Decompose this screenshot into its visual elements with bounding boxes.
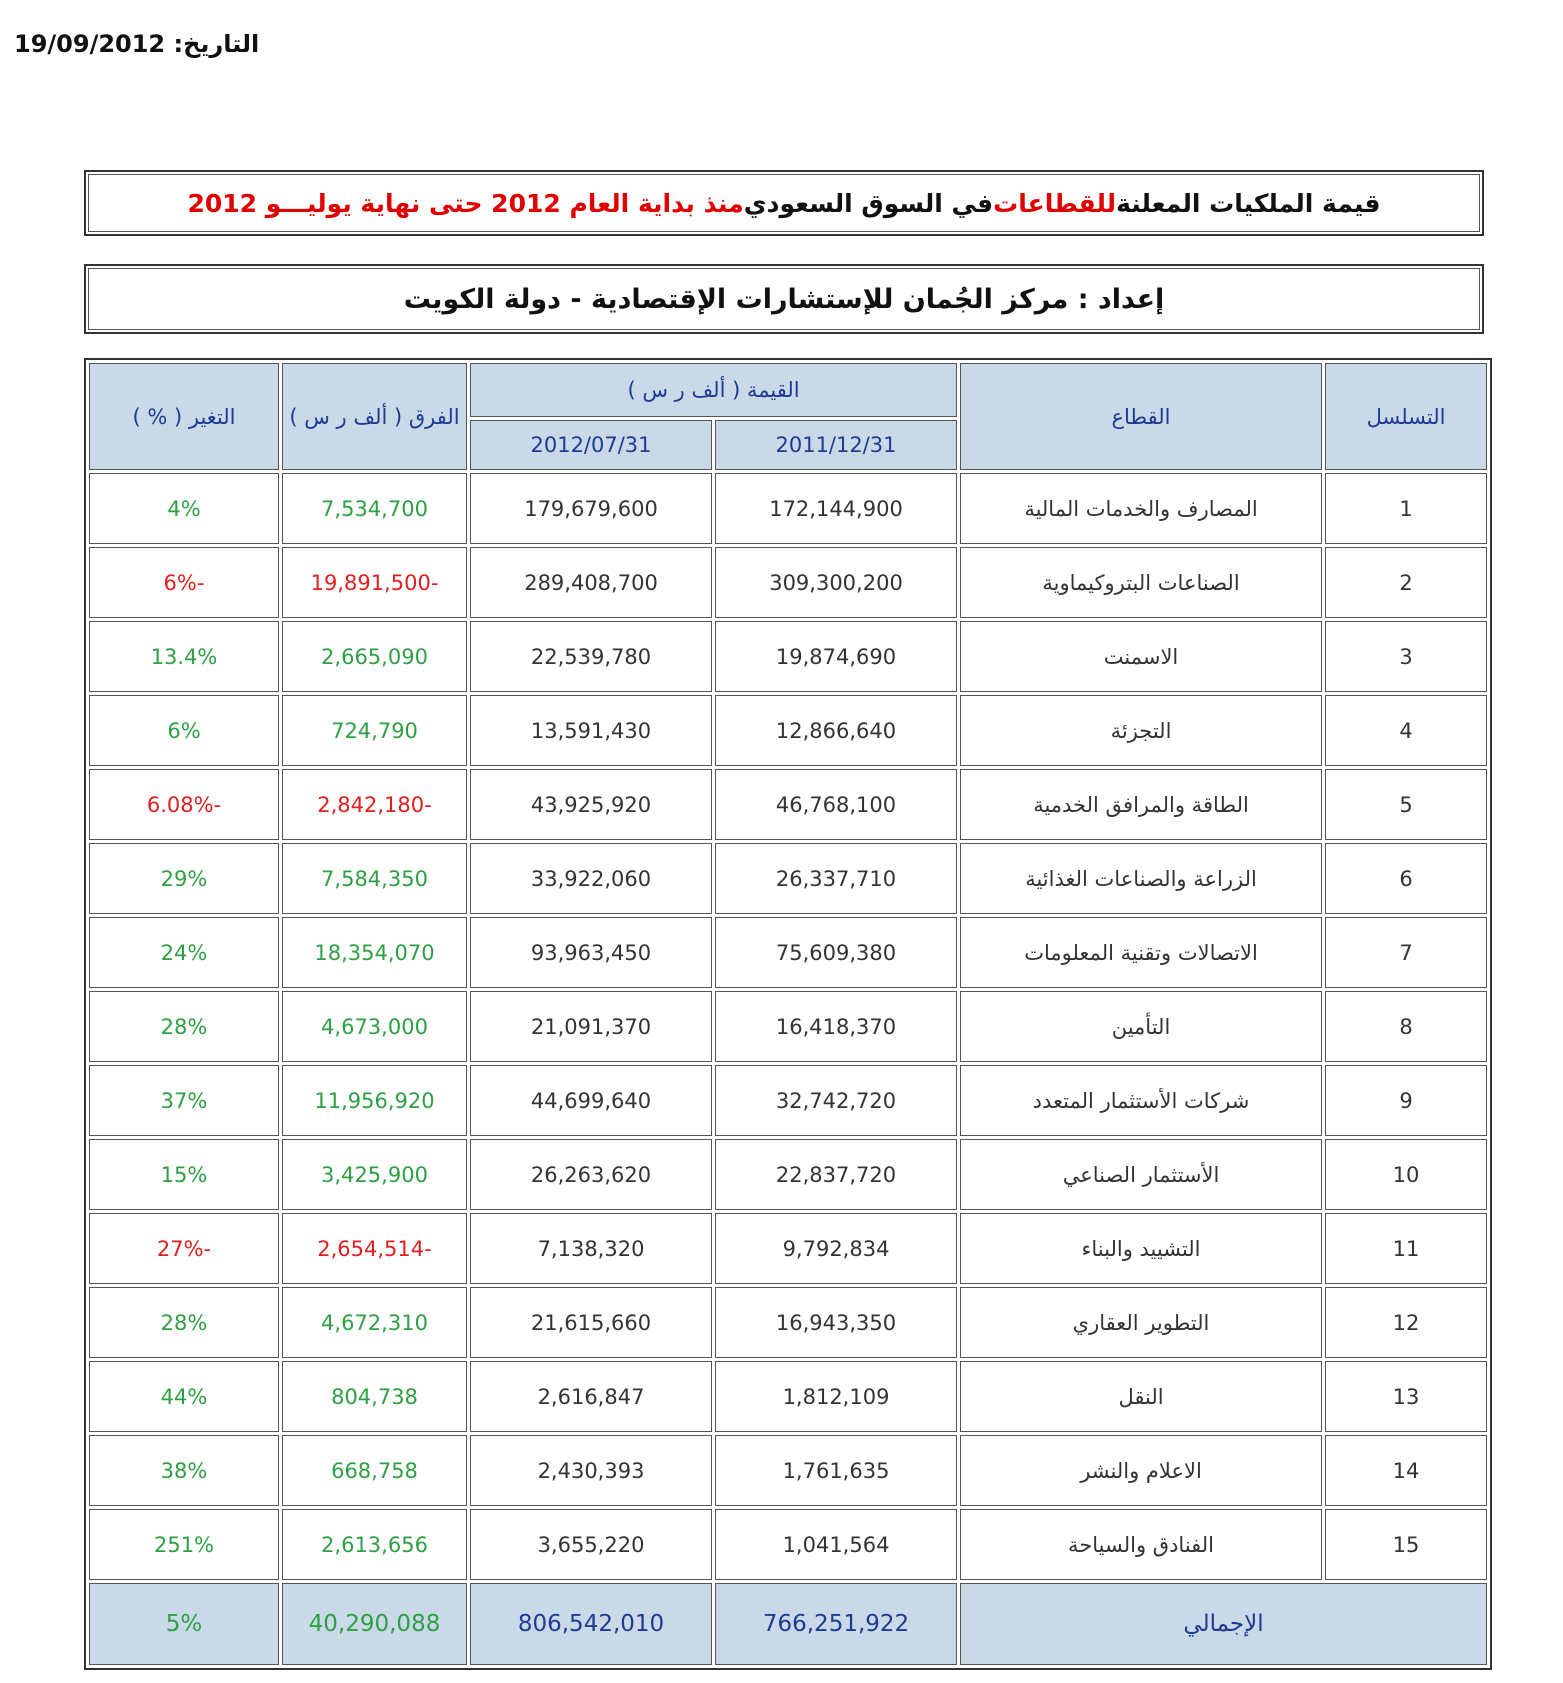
header-seq: التسلسل	[1325, 363, 1487, 470]
title-part-1: قيمة الملكيات المعلنة	[1116, 188, 1381, 218]
cell-sector: شركات الأستثمار المتعدد	[960, 1065, 1322, 1136]
cell-sector: الفنادق والسياحة	[960, 1509, 1322, 1580]
cell-value-2012: 2,616,847	[470, 1361, 712, 1432]
cell-change: 6%	[89, 695, 279, 766]
cell-seq: 7	[1325, 917, 1487, 988]
cell-sector: التجزئة	[960, 695, 1322, 766]
cell-value-2011: 19,874,690	[715, 621, 957, 692]
table-row	[89, 1287, 1487, 1358]
cell-seq: 13	[1325, 1361, 1487, 1432]
cell-value-2012: 7,138,320	[470, 1213, 712, 1284]
cell-seq: 2	[1325, 547, 1487, 618]
table-row	[89, 1213, 1487, 1284]
cell-value-2012: 179,679,600	[470, 473, 712, 544]
total-change: 5%	[89, 1583, 279, 1665]
cell-sector: الاعلام والنشر	[960, 1435, 1322, 1506]
cell-value-2012: 13,591,430	[470, 695, 712, 766]
cell-value-2011: 22,837,720	[715, 1139, 957, 1210]
cell-value-2011: 1,041,564	[715, 1509, 957, 1580]
cell-value-2011: 12,866,640	[715, 695, 957, 766]
table-row	[89, 1509, 1487, 1580]
cell-change: 28%	[89, 1287, 279, 1358]
title-part-3: في السوق السعودي	[743, 188, 994, 218]
cell-change: 44%	[89, 1361, 279, 1432]
table-row	[89, 991, 1487, 1062]
date-label: التاريخ:	[173, 30, 260, 58]
cell-seq: 9	[1325, 1065, 1487, 1136]
table-row	[89, 1435, 1487, 1506]
cell-change: 38%	[89, 1435, 279, 1506]
cell-value-2012: 33,922,060	[470, 843, 712, 914]
cell-value-2012: 44,699,640	[470, 1065, 712, 1136]
report-date	[14, 30, 259, 58]
cell-change: 4%	[89, 473, 279, 544]
cell-value-2012: 3,655,220	[470, 1509, 712, 1580]
cell-diff: 668,758	[282, 1435, 467, 1506]
cell-value-2011: 32,742,720	[715, 1065, 957, 1136]
cell-diff: -19,891,500	[282, 547, 467, 618]
cell-change: 29%	[89, 843, 279, 914]
cell-seq: 6	[1325, 843, 1487, 914]
cell-seq: 1	[1325, 473, 1487, 544]
total-row	[89, 1583, 1487, 1665]
cell-value-2011: 16,943,350	[715, 1287, 957, 1358]
cell-seq: 15	[1325, 1509, 1487, 1580]
cell-diff: 11,956,920	[282, 1065, 467, 1136]
table-row	[89, 1139, 1487, 1210]
cell-sector: الاسمنت	[960, 621, 1322, 692]
header-date-2011: 2011/12/31	[715, 420, 957, 470]
cell-value-2012: 22,539,780	[470, 621, 712, 692]
cell-seq: 5	[1325, 769, 1487, 840]
cell-seq: 10	[1325, 1139, 1487, 1210]
table-row	[89, 547, 1487, 618]
sector-ownership-table	[84, 358, 1492, 1670]
cell-diff: 4,673,000	[282, 991, 467, 1062]
cell-change: -6%	[89, 547, 279, 618]
cell-value-2012: 21,615,660	[470, 1287, 712, 1358]
cell-value-2012: 289,408,700	[470, 547, 712, 618]
total-value-2011: 766,251,922	[715, 1583, 957, 1665]
table-row	[89, 769, 1487, 840]
total-value-2012: 806,542,010	[470, 1583, 712, 1665]
cell-sector: الأستثمار الصناعي	[960, 1139, 1322, 1210]
cell-change: -27%	[89, 1213, 279, 1284]
cell-value-2011: 1,761,635	[715, 1435, 957, 1506]
header-date-2012: 2012/07/31	[470, 420, 712, 470]
cell-sector: التشييد والبناء	[960, 1213, 1322, 1284]
cell-sector: الطاقة والمرافق الخدمية	[960, 769, 1322, 840]
cell-value-2011: 1,812,109	[715, 1361, 957, 1432]
cell-value-2011: 46,768,100	[715, 769, 957, 840]
cell-seq: 3	[1325, 621, 1487, 692]
cell-sector: التطوير العقاري	[960, 1287, 1322, 1358]
cell-diff: 724,790	[282, 695, 467, 766]
prepared-by-title: إعداد : مركز الجُمان للإستشارات الإقتصادية - دولة الكويت	[84, 264, 1484, 334]
cell-diff: 2,665,090	[282, 621, 467, 692]
title-part-4: منذ بداية العام 2012 حتى نهاية يوليـــو 2012	[187, 188, 744, 218]
cell-value-2012: 26,263,620	[470, 1139, 712, 1210]
cell-seq: 14	[1325, 1435, 1487, 1506]
cell-diff: 2,613,656	[282, 1509, 467, 1580]
cell-seq: 12	[1325, 1287, 1487, 1358]
header-value-group: القيمة ( ألف ر س )	[470, 363, 957, 417]
cell-change: 37%	[89, 1065, 279, 1136]
table-row	[89, 621, 1487, 692]
cell-value-2011: 26,337,710	[715, 843, 957, 914]
cell-seq: 11	[1325, 1213, 1487, 1284]
table-row	[89, 695, 1487, 766]
cell-value-2012: 93,963,450	[470, 917, 712, 988]
cell-value-2012: 43,925,920	[470, 769, 712, 840]
cell-change: 251%	[89, 1509, 279, 1580]
table-row	[89, 1361, 1487, 1432]
cell-diff: 7,584,350	[282, 843, 467, 914]
cell-sector: المصارف والخدمات المالية	[960, 473, 1322, 544]
cell-diff: -2,654,514	[282, 1213, 467, 1284]
cell-seq: 4	[1325, 695, 1487, 766]
report-title	[84, 170, 1484, 236]
cell-sector: الصناعات البتروكيماوية	[960, 547, 1322, 618]
cell-diff: 804,738	[282, 1361, 467, 1432]
total-diff: 40,290,088	[282, 1583, 467, 1665]
table-row	[89, 917, 1487, 988]
table-row	[89, 1065, 1487, 1136]
header-sector: القطاع	[960, 363, 1322, 470]
cell-value-2011: 172,144,900	[715, 473, 957, 544]
cell-sector: الزراعة والصناعات الغذائية	[960, 843, 1322, 914]
total-label: الإجمالي	[960, 1583, 1487, 1665]
cell-sector: الاتصالات وتقنية المعلومات	[960, 917, 1322, 988]
table-row	[89, 843, 1487, 914]
cell-value-2011: 16,418,370	[715, 991, 957, 1062]
table-body	[89, 473, 1487, 1665]
cell-change: -6.08%	[89, 769, 279, 840]
cell-change: 24%	[89, 917, 279, 988]
cell-sector: النقل	[960, 1361, 1322, 1432]
cell-value-2012: 2,430,393	[470, 1435, 712, 1506]
cell-value-2011: 9,792,834	[715, 1213, 957, 1284]
header-diff: الفرق ( ألف ر س )	[282, 363, 467, 470]
cell-diff: 4,672,310	[282, 1287, 467, 1358]
cell-change: 28%	[89, 991, 279, 1062]
table-row	[89, 473, 1487, 544]
cell-value-2012: 21,091,370	[470, 991, 712, 1062]
cell-diff: 3,425,900	[282, 1139, 467, 1210]
cell-change: 15%	[89, 1139, 279, 1210]
title-part-2: للقطاعات	[993, 188, 1117, 218]
cell-value-2011: 309,300,200	[715, 547, 957, 618]
date-value: 19/09/2012	[14, 30, 166, 58]
cell-diff: 7,534,700	[282, 473, 467, 544]
header-change: التغير ( % )	[89, 363, 279, 470]
cell-diff: -2,842,180	[282, 769, 467, 840]
cell-value-2011: 75,609,380	[715, 917, 957, 988]
cell-change: 13.4%	[89, 621, 279, 692]
cell-sector: التأمين	[960, 991, 1322, 1062]
cell-diff: 18,354,070	[282, 917, 467, 988]
cell-seq: 8	[1325, 991, 1487, 1062]
